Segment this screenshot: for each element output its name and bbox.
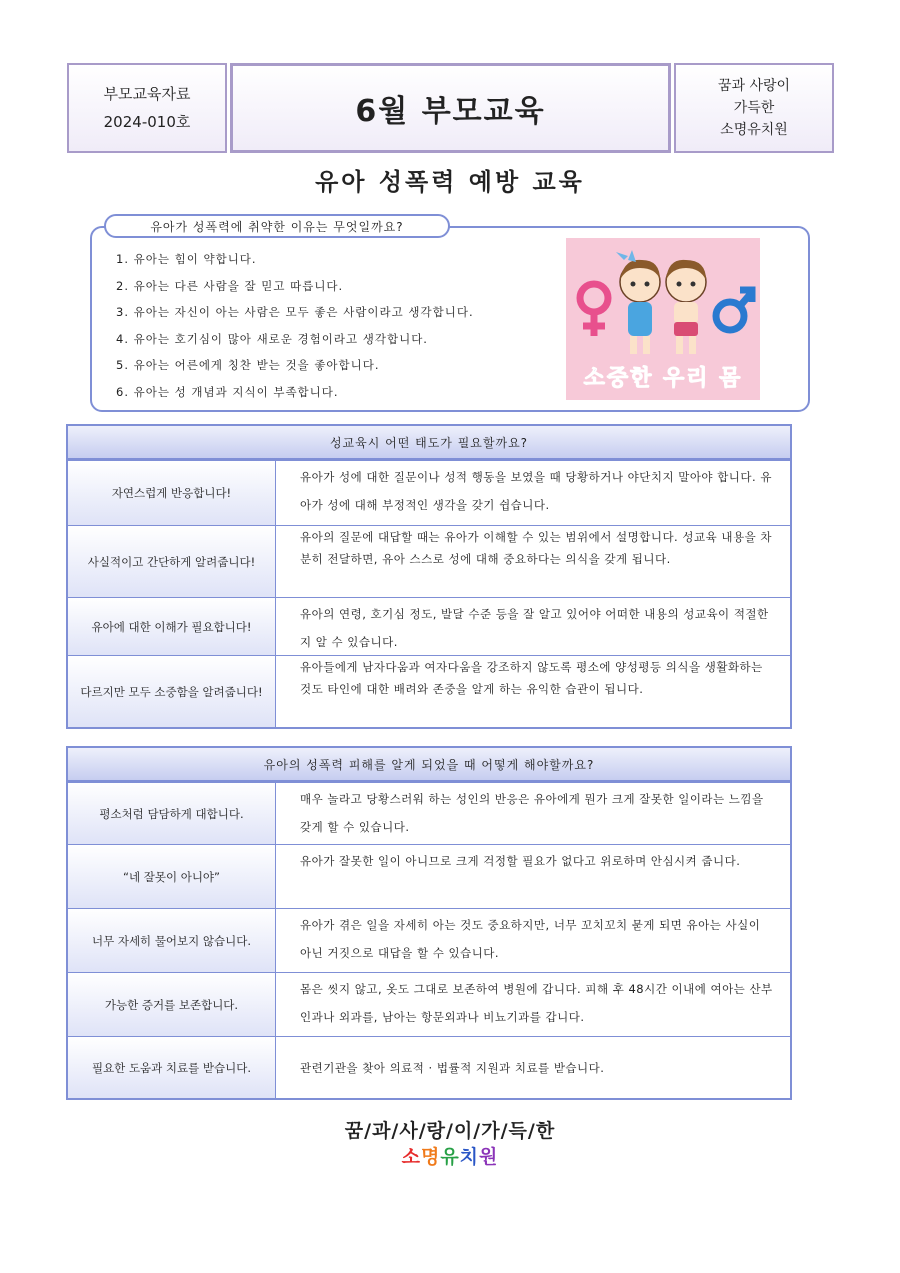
table-row-text: 유아가 겪은 일을 자세히 아는 것도 중요하지만, 너무 꼬치꼬치 묻게 되면 유아는 사실이 아닌 거짓으로 대답을 할 수 있습니다. [300,918,761,960]
table-row-label: 사실적이고 간단하게 알려줍니다! [68,526,276,597]
male-symbol-icon [716,290,752,330]
response-table-heading: 유아의 성폭력 피해를 알게 되었을 때 어떻게 해야할까요? [68,748,790,782]
attitude-table [66,424,792,729]
footer-char: 원 [479,1146,499,1168]
attitude-table-heading: 성교육시 어떤 태도가 필요할까요? [68,426,790,460]
table-row-label: 너무 자세히 물어보지 않습니다. [68,909,276,972]
footer-char: 명 [420,1146,441,1168]
table-row-label: 다르지만 모두 소중함을 알려줍니다! [68,656,276,727]
table-row-text: 관련기관을 찾아 의료적 · 법률적 지원과 치료를 받습니다. [300,1060,605,1075]
document-info-box [67,63,227,153]
children-illustration [566,238,760,400]
main-title: 유아 성폭력 예방 교육 [315,168,585,196]
table-row-text: 유아들에게 남자다움과 여자다움을 강조하지 않도록 평소에 양성평등 의식을 생활화하는 것도 타인에 대한 배려와 존중을 알게 하는 유익한 습관이 됩니다. [300,660,763,696]
female-symbol-icon [580,284,608,336]
table-row-text: 몸은 씻지 않고, 옷도 그대로 보존하여 병원에 갑니다. 피해 후 48시간 이내에 여아는 산부인과나 외과를, 남아는 항문외과나 비뇨기과를 갑니다. [300,982,773,1024]
table-row [68,844,790,908]
table-row-label: 자연스럽게 반응합니다! [68,461,276,525]
title-box [230,63,671,153]
table-row-label: 가능한 증거를 보존합니다. [68,973,276,1036]
illustration-caption: 소중한 우리 몸 [583,366,743,391]
document-header [67,63,834,153]
reasons-heading: 유아가 성폭력에 취약한 이유는 무엇일까요? [104,214,450,238]
table-row [68,972,790,1036]
document-number: 2024-010호 [103,113,191,131]
footer-slogan: 꿈/과/사/랑/이/가/득/한 [344,1120,556,1142]
table-row-text: 유아의 질문에 대답할 때는 유아가 이해할 수 있는 범위에서 설명합니다. 성교육 내용을 차분히 전달하면, 유아 스스로 성에 대해 중요하다는 의식을 갖게 됩니다. [300,530,772,566]
table-row-label: 필요한 도움과 치료를 받습니다. [68,1037,276,1098]
table-row-label: 평소처럼 담담하게 대합니다. [68,783,276,844]
boy-figure-icon [666,260,706,354]
table-row [68,597,790,655]
table-row-label: 유아에 대한 이해가 필요합니다! [68,598,276,655]
table-row-text: 유아가 잘못한 일이 아니므로 크게 걱정할 필요가 없다고 위로하며 안심시켜 줍니다. [300,854,741,868]
page-title: 6월 부모교육 [355,94,546,129]
table-row [68,1036,790,1098]
table-row [68,908,790,972]
list-item: 4. 유아는 호기심이 많아 새로운 경험이라고 생각합니다. [116,331,428,346]
response-table [66,746,792,1100]
footer-kindergarten-name [0,1142,900,1169]
slogan-line-2: 가득한 [733,100,775,116]
slogan-line-1: 꿈과 사랑이 [717,78,791,94]
table-row-text: 유아의 연령, 호기심 정도, 발달 수준 등을 잘 알고 있어야 어떠한 내용의 성교육이 적절한지 알 수 있습니다. [300,607,769,649]
list-item: 6. 유아는 성 개념과 지식이 부족합니다. [116,384,339,399]
table-row [68,782,790,844]
kindergarten-box [674,63,834,153]
reasons-list [116,246,474,405]
footer-char: 유 [440,1146,460,1168]
footer-char: 소 [401,1146,421,1168]
table-row [68,655,790,727]
kindergarten-name: 소명유치원 [720,122,788,138]
document-type: 부모교육자료 [103,85,191,103]
table-row [68,525,790,597]
list-item: 5. 유아는 어른에게 칭찬 받는 것을 좋아합니다. [116,358,380,372]
table-row-text: 매우 놀라고 당황스러워 하는 성인의 반응은 유아에게 뭔가 크게 잘못한 일이라는 느낌을 갖게 할 수 있습니다. [300,792,764,834]
table-row-text: 유아가 성에 대한 질문이나 성적 행동을 보였을 때 당황하거나 야단치지 말아야 합니다. 유아가 성에 대해 부정적인 생각을 갖기 쉽습니다. [300,470,772,512]
table-row [68,460,790,525]
list-item: 2. 유아는 다른 사람을 잘 믿고 따릅니다. [116,278,344,293]
list-item: 1. 유아는 힘이 약합니다. [116,252,257,266]
table-row-label: “네 잘못이 아니야” [68,845,276,908]
list-item: 3. 유아는 자신이 아는 사람은 모두 좋은 사람이라고 생각합니다. [116,305,474,319]
girl-figure-icon [616,250,660,354]
footer-char: 치 [459,1146,480,1168]
